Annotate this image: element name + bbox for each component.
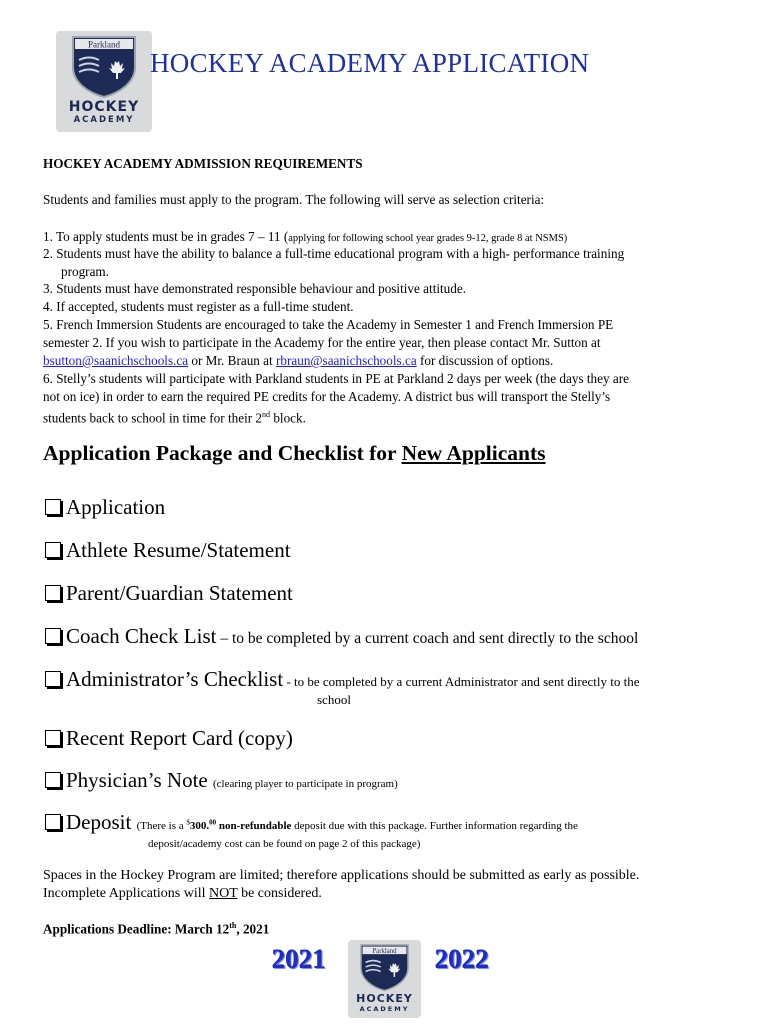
checklist-item-guardian-statement (45, 581, 293, 606)
deadline-sup: th (229, 921, 237, 930)
deposit-note-b: deposit due with this package. Further information regarding the (291, 820, 578, 832)
requirement-4: 4. If accepted, students must register as a full-time student. (43, 299, 354, 314)
spaces-not: NOT (209, 886, 238, 901)
checklist-label: Parent/Guardian Statement (66, 581, 293, 605)
checkbox-resume[interactable] (45, 542, 61, 558)
checkbox-report-card[interactable] (45, 730, 61, 746)
deposit-dollar: $ (186, 818, 190, 827)
requirement-1-text: 1. To apply students must be in grades 7 – 11 ( (43, 229, 289, 244)
checklist-heading-underlined: New Applicants (401, 441, 546, 465)
checkbox-admin-checklist[interactable] (45, 671, 61, 687)
requirement-2-line2: program. (61, 264, 109, 279)
requirement-6-sup: nd (262, 410, 271, 419)
checklist-note: – to be completed by a current coach and sent directly to the school (216, 630, 639, 647)
checklist-heading-text: Application Package and Checklist for (43, 441, 402, 465)
logo-school-name: Parkland (372, 947, 397, 955)
checklist-item-report-card (45, 726, 293, 751)
spaces-line2 (43, 885, 322, 903)
academy-logo-bottom (348, 940, 421, 1018)
shield-crest-icon (358, 942, 411, 992)
deposit-cents: 00 (209, 818, 217, 827)
logo-school-name: Parkland (88, 39, 120, 50)
checklist-label: Administrator’s Checklist (66, 667, 284, 691)
checklist-item-coach-checklist (45, 624, 638, 649)
shield-crest-icon (69, 33, 139, 99)
requirements-heading: HOCKEY ACADEMY ADMISSION REQUIREMENTS (43, 156, 363, 171)
checklist-note: (clearing player to participate in program) (213, 778, 398, 790)
year-left: 2021 (272, 944, 326, 974)
requirement-1-note: applying for following school year grades 9-12, grade 8 at NSMS) (288, 233, 568, 244)
requirement-5-end: for discussion of options. (416, 353, 554, 368)
checklist-heading (43, 441, 546, 466)
checklist-label: Deposit (66, 810, 132, 834)
logo-academy-word: ACADEMY (73, 115, 135, 125)
requirement-6-text-a: students back to school in time for their 2 (43, 410, 263, 426)
requirement-2-line1: 2. Students must have the ability to balance a full-time educational program with a high- performance training (43, 246, 625, 261)
checkbox-application[interactable] (45, 499, 61, 515)
checklist-item-application (45, 495, 165, 520)
checklist-label: Physician’s Note (66, 768, 208, 792)
checkbox-deposit[interactable] (45, 814, 61, 830)
year-right: 2022 (435, 944, 489, 974)
requirement-3: 3. Students must have demonstrated responsible behaviour and positive attitude. (43, 281, 467, 296)
deadline-text-b: , 2021 (236, 921, 270, 937)
deposit-note-line2: deposit/academy cost can be found on page 2 of this package) (148, 838, 421, 850)
logo-academy-word: ACADEMY (359, 1005, 410, 1013)
deposit-note-a: (There is a (136, 820, 187, 832)
checkbox-coach-checklist[interactable] (45, 628, 61, 644)
deadline-text-a: Applications Deadline: March 12 (43, 921, 230, 937)
checklist-label: Athlete Resume/Statement (66, 538, 291, 562)
deposit-amount: 300. (189, 820, 210, 832)
checklist-item-resume (45, 538, 291, 563)
email-link-sutton[interactable]: bsutton@saanichschools.ca (43, 353, 189, 368)
checklist-label: Recent Report Card (copy) (66, 726, 293, 750)
checklist-note-admin-line2: school (317, 692, 351, 707)
deposit-nonrefundable: non-refundable (216, 820, 292, 832)
requirement-5-line2: semester 2. If you wish to participate in the Academy for the entire year, then please contact Mr. Sutton at (43, 335, 601, 350)
logo-hockey-word: HOCKEY (356, 992, 413, 1005)
requirements-intro: Students and families must apply to the program. The following will serve as selection criteria: (43, 192, 545, 207)
checklist-item-admin-checklist (45, 667, 640, 692)
checklist-label: Application (66, 495, 166, 519)
requirement-5-mid: or Mr. Braun at (188, 353, 276, 368)
checkbox-physician-note[interactable] (45, 772, 61, 788)
deadline (43, 917, 269, 938)
checklist-label: Coach Check List (66, 624, 217, 648)
requirement-6-line2: not on ice) in order to earn the required PE credits for the Academy. A district bus will transport the Stelly’s (43, 389, 611, 404)
email-link-braun[interactable]: rbraun@saanichschools.ca (276, 353, 417, 368)
deposit-note (137, 820, 578, 832)
requirement-6-text-b: block. (270, 410, 306, 426)
page-title: HOCKEY ACADEMY APPLICATION (150, 48, 590, 78)
requirement-6-line1: 6. Stelly’s students will participate with Parkland students in PE at Parkland 2 days per week (the days they are (43, 371, 629, 386)
checklist-item-deposit (45, 810, 578, 835)
spaces-line2b: be considered. (237, 886, 322, 901)
requirement-5-line3 (43, 352, 553, 370)
checkbox-guardian-statement[interactable] (45, 585, 61, 601)
logo-hockey-word: HOCKEY (68, 99, 140, 115)
requirement-6-line3 (43, 406, 306, 427)
checklist-item-physician-note (45, 768, 398, 793)
checklist-note: - to be completed by a current Administrator and sent directly to the (283, 674, 640, 689)
spaces-line2a: Incomplete Applications will (43, 886, 210, 901)
requirement-5-line1: 5. French Immersion Students are encouraged to take the Academy in Semester 1 and French Immersion PE (43, 317, 614, 332)
spaces-line1: Spaces in the Hockey Program are limited; therefore applications should be submitted as early as possible. (43, 868, 640, 883)
academy-logo-top (56, 31, 152, 132)
